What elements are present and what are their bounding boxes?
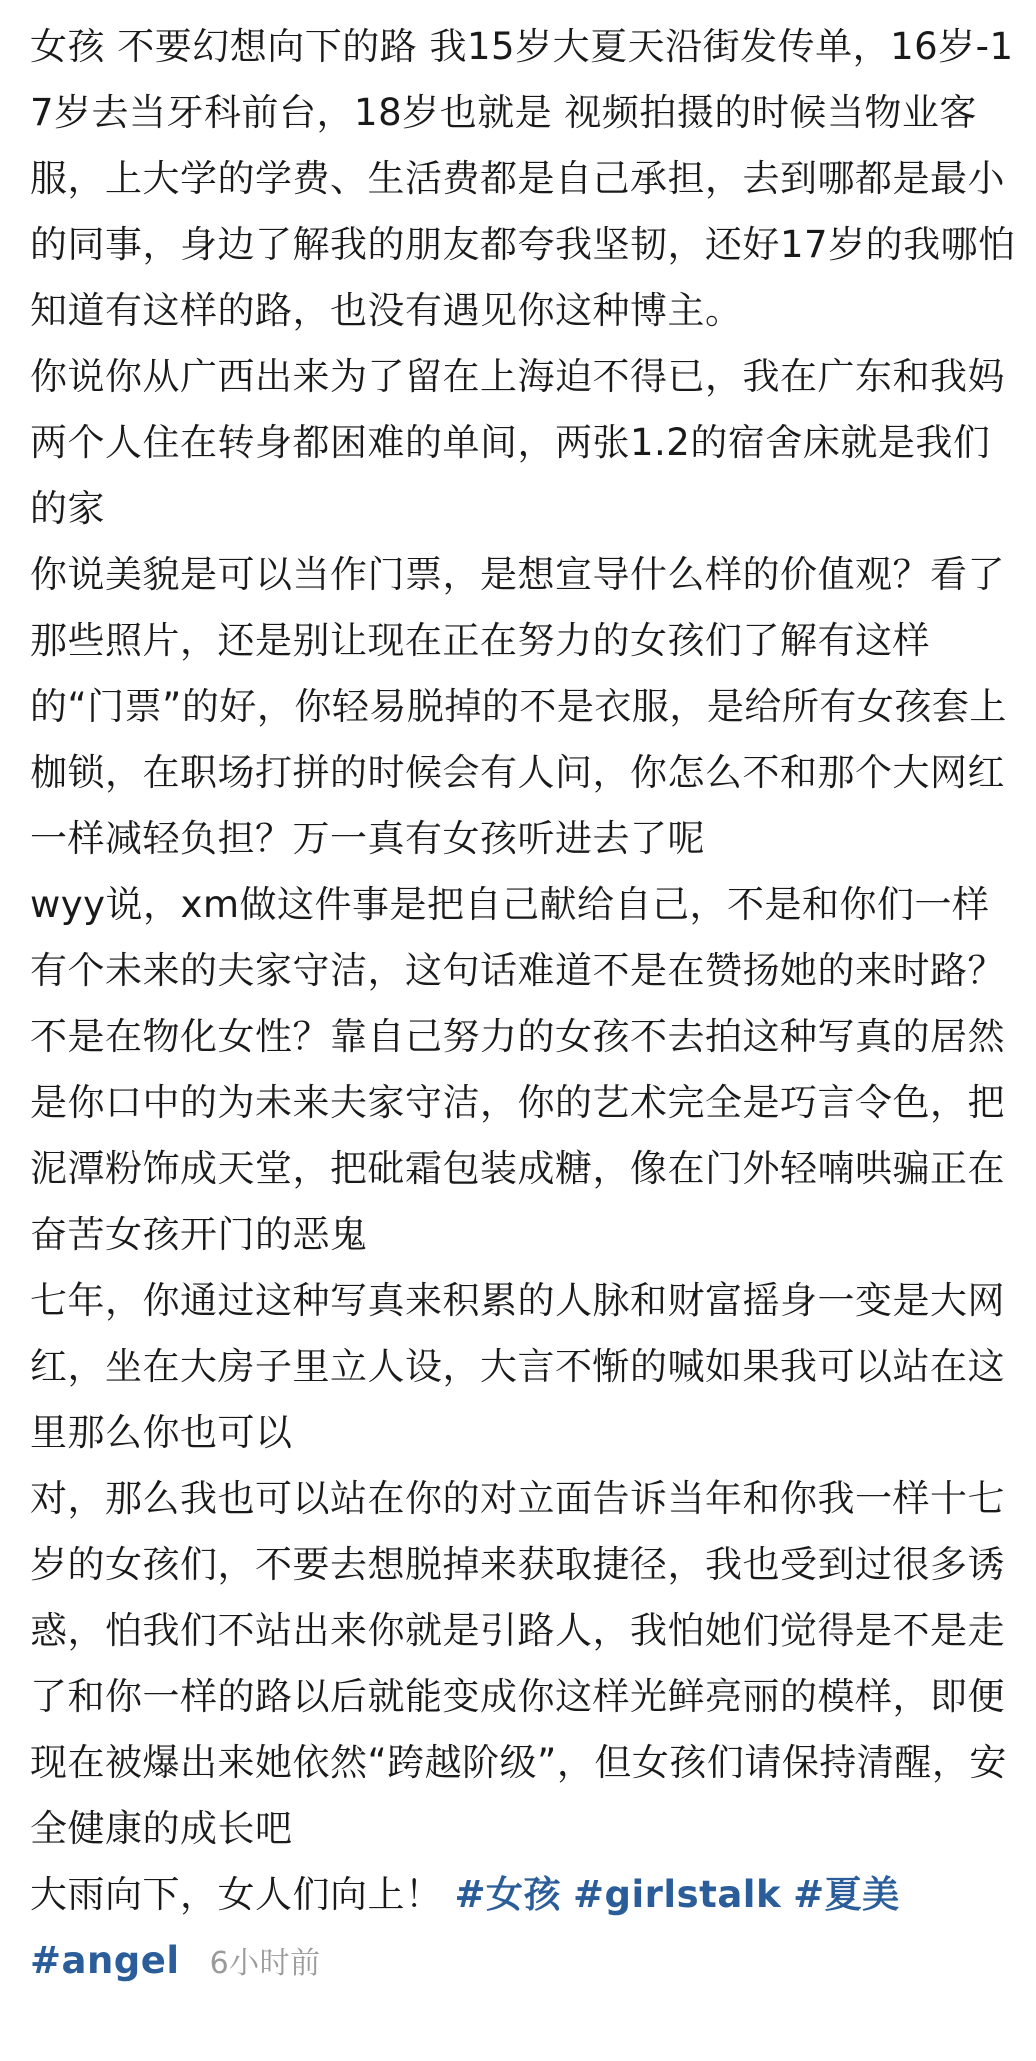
post-paragraph-2: 你说你从广西出来为了留在上海迫不得已，我在广东和我妈两个人住在转身都困难的单间，两张1.2的宿舍床就是我们的家 — [30, 355, 1005, 530]
post-paragraph-3: 你说美貌是可以当作门票，是想宣导什么样的价值观？看了那些照片，还是别让现在正在努力的女孩们了解有这样的“门票”的好，你轻易脱掉的不是衣服，是给所有女孩套上枷锁，在职场打拼的时候会有人问，你怎么不和那个大网红一样减轻负担？万一真有女孩听进去了呢 — [30, 553, 1007, 860]
closing-text: 大雨向下，女人们向上！ — [30, 1873, 443, 1916]
hashtag-girl[interactable]: #女孩 — [454, 1873, 562, 1916]
post-body — [30, 14, 1020, 1997]
post-paragraph-5: 七年，你通过这种写真来积累的人脉和财富摇身一变是大网红，坐在大房子里立人设，大言不惭的喊如果我可以站在这里那么你也可以 — [30, 1279, 1005, 1454]
post-paragraph-4: wyy说，xm做这件事是把自己献给自己，不是和你们一样有个未来的夫家守洁，这句话难道不是在赞扬她的来时路？不是在物化女性？靠自己努力的女孩不去拍这种写真的居然是你口中的为未来夫家守洁，你的艺术完全是巧言令色，把泥潭粉饰成天堂，把砒霜包装成糖，像在门外轻喃哄骗正在奋苦女孩开门的恶鬼 — [30, 883, 1005, 1256]
hashtag-girlstalk[interactable]: #girlstalk — [573, 1873, 782, 1916]
post-paragraph-1: 女孩 不要幻想向下的路 我15岁大夏天沿街发传单，16岁-17岁去当牙科前台，18岁也就是 视频拍摄的时候当物业客服，上大学的学费、生活费都是自己承担，去到哪都是最小的同事，身边了解我的朋友都夸我坚韧，还好17岁的我哪怕知道有这样的路，也没有遇见你这种博主。 — [30, 25, 1016, 332]
post-timestamp: 6小时前 — [209, 1946, 321, 1981]
post-paragraph-6: 对，那么我也可以站在你的对立面告诉当年和你我一样十七岁的女孩们，不要去想脱掉来获取捷径，我也受到过很多诱惑，怕我们不站出来你就是引路人，我怕她们觉得是不是走了和你一样的路以后就能变成你这样光鲜亮丽的模样，即便现在被爆出来她依然“跨越阶级”，但女孩们请保持清醒，安全健康的成长吧 — [30, 1477, 1007, 1850]
post-closing-line — [30, 1862, 1020, 1997]
hashtag-angel[interactable]: #angel — [30, 1939, 180, 1982]
hashtag-xiamei[interactable]: #夏美 — [793, 1873, 900, 1916]
